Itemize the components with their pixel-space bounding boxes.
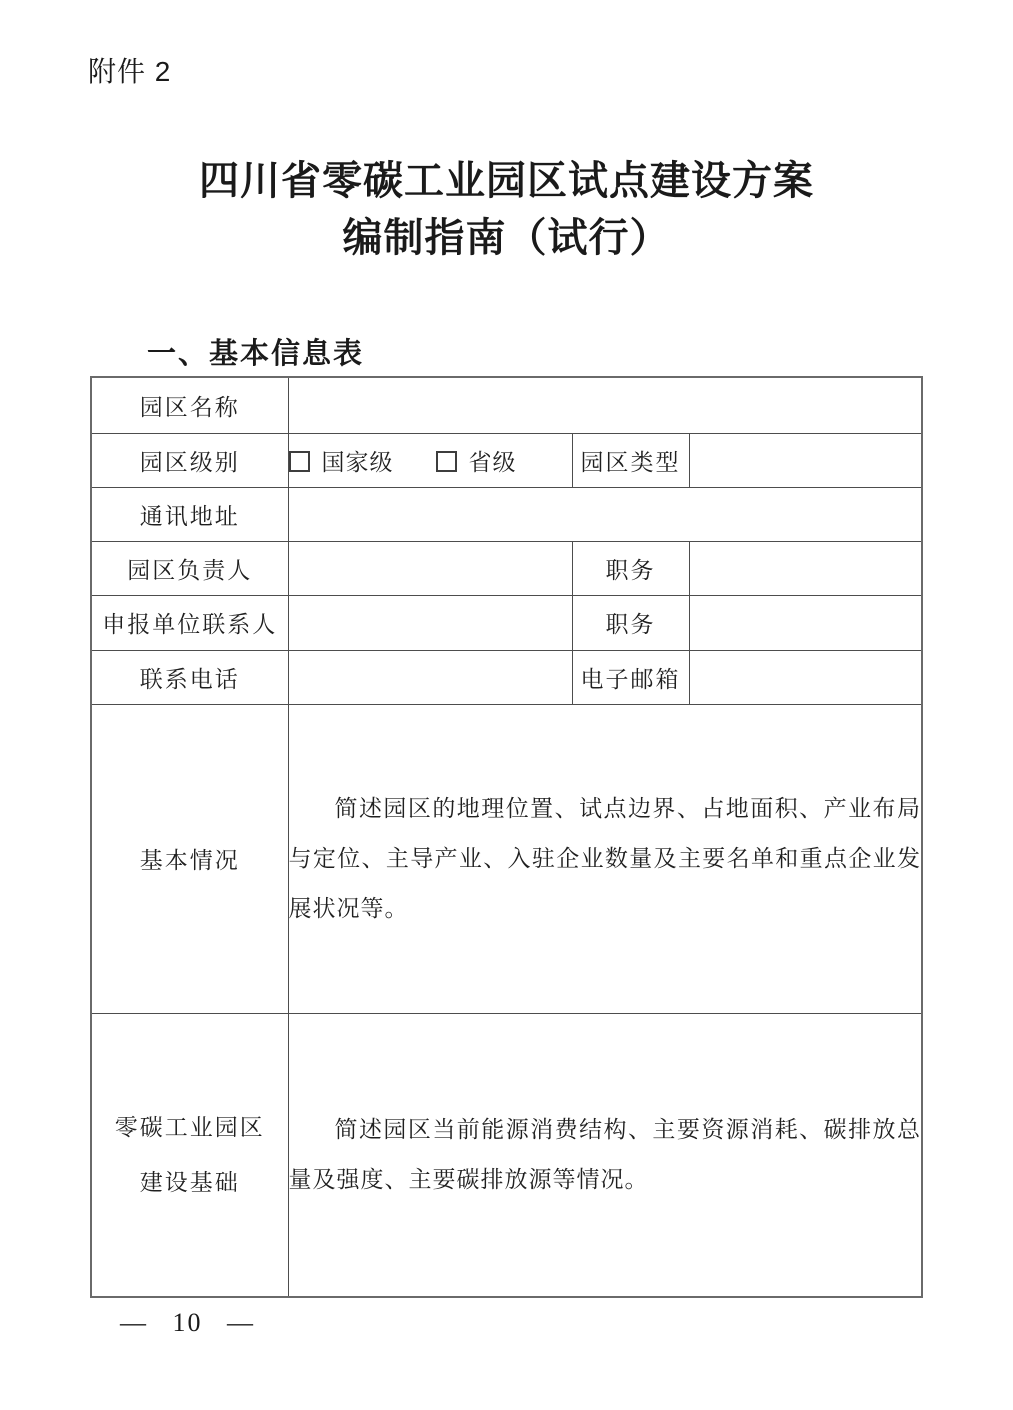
option-national-level (289, 450, 394, 475)
field-value-park-type[interactable] (689, 433, 922, 487)
field-value-phone[interactable] (288, 650, 572, 704)
field-value-basic-situation[interactable] (288, 704, 922, 1013)
construction-foundation-label-line2: 建设基础 (139, 1169, 240, 1195)
table-row-phone-email (91, 650, 922, 704)
option-provincial-level-label: 省级 (468, 449, 517, 475)
table-row-mailing-address (91, 487, 922, 541)
field-value-mailing-address[interactable] (288, 487, 922, 541)
field-value-construction-foundation[interactable] (288, 1013, 922, 1297)
field-label-park-head: 园区负责人 (91, 541, 288, 595)
page-number: — 10 — (120, 1308, 255, 1337)
document-title (0, 152, 1013, 266)
document-title-line2: 编制指南（试行） (342, 215, 671, 260)
option-national-level-label: 国家级 (321, 449, 394, 475)
table-row-construction-foundation (91, 1013, 922, 1297)
table-row-basic-situation (91, 704, 922, 1013)
field-label-basic-situation: 基本情况 (91, 704, 288, 1013)
basic-info-table (90, 376, 923, 1298)
field-value-park-head[interactable] (288, 541, 572, 595)
field-value-park-head-position[interactable] (689, 541, 922, 595)
basic-situation-instructions: 简述园区的地理位置、试点边界、占地面积、产业布局与定位、主导产业、入驻企业数量及主要名单和重点企业发展状况等。 (288, 795, 921, 921)
field-label-applicant-contact: 申报单位联系人 (91, 595, 288, 650)
table-row-park-name (91, 377, 922, 433)
field-label-park-level: 园区级别 (91, 433, 288, 487)
checkbox-provincial-level[interactable] (436, 451, 457, 472)
field-value-email[interactable] (689, 650, 922, 704)
section-heading: 一、基本信息表 (147, 338, 365, 370)
field-label-mailing-address: 通讯地址 (91, 487, 288, 541)
field-label-construction-foundation (91, 1013, 288, 1297)
construction-foundation-instructions: 简述园区当前能源消费结构、主要资源消耗、碳排放总量及强度、主要碳排放源等情况。 (288, 1116, 921, 1192)
field-value-park-name[interactable] (288, 377, 922, 433)
field-label-park-type: 园区类型 (572, 433, 689, 487)
construction-foundation-label-line1: 零碳工业园区 (114, 1114, 265, 1140)
park-level-options (288, 433, 572, 487)
field-label-contact-position: 职务 (572, 595, 689, 650)
field-label-park-name: 园区名称 (91, 377, 288, 433)
table-row-applicant-contact (91, 595, 922, 650)
field-label-phone: 联系电话 (91, 650, 288, 704)
field-label-email: 电子邮箱 (572, 650, 689, 704)
option-provincial-level (436, 450, 517, 475)
document-title-line1: 四川省零碳工业园区试点建设方案 (199, 158, 814, 203)
checkbox-national-level[interactable] (289, 451, 310, 472)
field-label-park-head-position: 职务 (572, 541, 689, 595)
attachment-label: 附件 2 (88, 56, 172, 87)
field-value-contact-position[interactable] (689, 595, 922, 650)
table-row-park-level (91, 433, 922, 487)
table-row-park-head (91, 541, 922, 595)
field-value-applicant-contact[interactable] (288, 595, 572, 650)
